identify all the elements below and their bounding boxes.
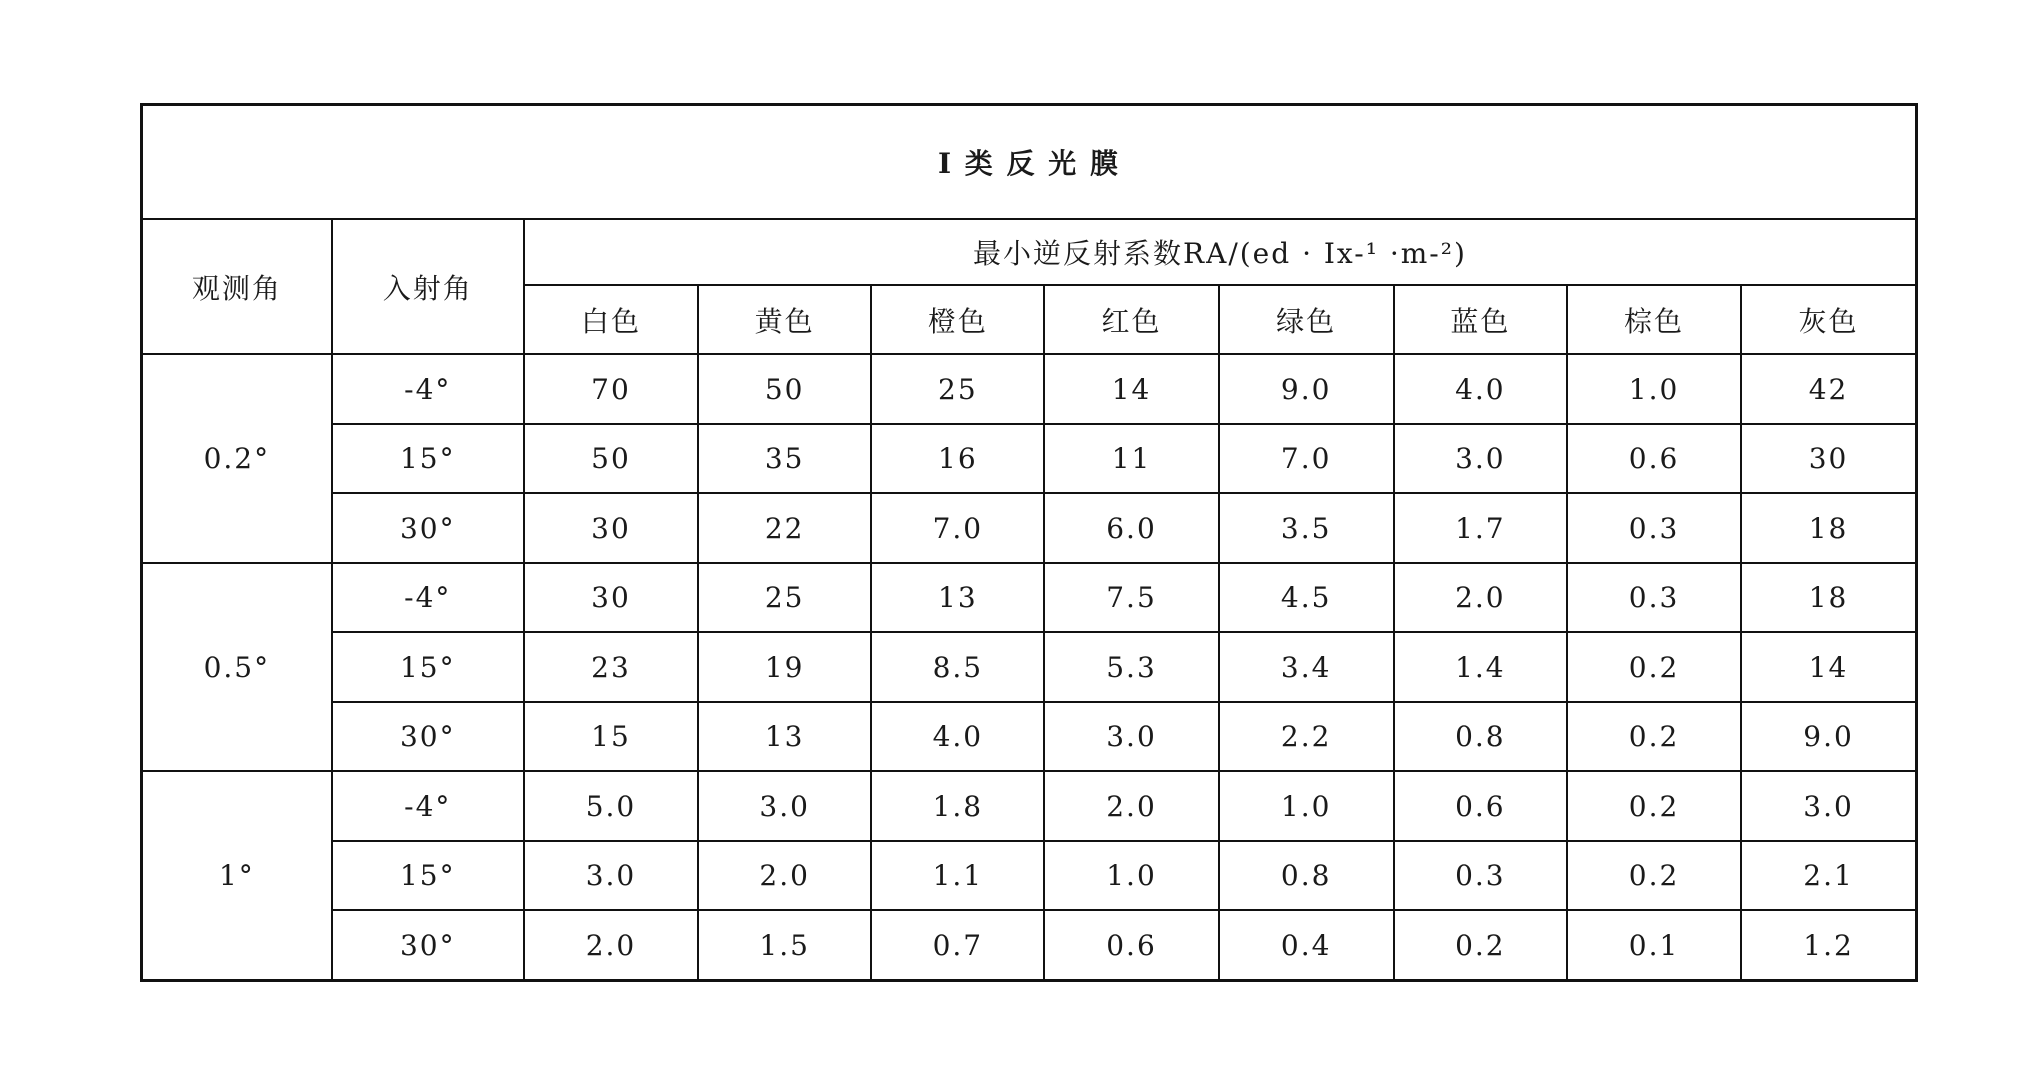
color-header: 绿色 <box>1219 285 1394 355</box>
observation-angle-cell: 0.5° <box>142 563 332 772</box>
coefficient-value-cell: 0.1 <box>1567 910 1741 980</box>
coefficient-value-cell: 4.5 <box>1219 563 1394 633</box>
coefficient-value-cell: 0.2 <box>1567 702 1741 772</box>
coefficient-value-cell: 25 <box>871 354 1044 424</box>
coefficient-value-cell: 11 <box>1044 424 1218 494</box>
table-row <box>142 910 1917 980</box>
coefficient-value-cell: 0.2 <box>1567 841 1741 911</box>
coefficient-value-cell: 1.2 <box>1741 910 1916 980</box>
coefficient-value-cell: 5.0 <box>524 771 698 841</box>
observation-angle-header: 观测角 <box>142 219 332 354</box>
color-header: 蓝色 <box>1394 285 1567 355</box>
coefficient-value-cell: 30 <box>524 493 698 563</box>
incidence-angle-cell: -4° <box>332 563 524 633</box>
coefficient-value-cell: 0.2 <box>1567 771 1741 841</box>
coefficient-header: 最小逆反射系数RA/(ed · Ix-¹ ·m-²) <box>524 219 1917 284</box>
coefficient-value-cell: 8.5 <box>871 632 1044 702</box>
coefficient-value-cell: 1.5 <box>698 910 871 980</box>
coefficient-value-cell: 1.0 <box>1219 771 1394 841</box>
coefficient-value-cell: 0.6 <box>1394 771 1567 841</box>
coefficient-value-cell: 30 <box>524 563 698 633</box>
coefficient-value-cell: 0.8 <box>1219 841 1394 911</box>
coefficient-value-cell: 18 <box>1741 493 1916 563</box>
coefficient-value-cell: 18 <box>1741 563 1916 633</box>
incidence-angle-cell: 30° <box>332 910 524 980</box>
coefficient-value-cell: 1.8 <box>871 771 1044 841</box>
color-header: 棕色 <box>1567 285 1741 355</box>
coefficient-value-cell: 0.6 <box>1567 424 1741 494</box>
coefficient-value-cell: 5.3 <box>1044 632 1218 702</box>
coefficient-value-cell: 13 <box>871 563 1044 633</box>
coefficient-value-cell: 7.0 <box>1219 424 1394 494</box>
title-row <box>142 105 1917 220</box>
incidence-angle-header: 入射角 <box>332 219 524 354</box>
coefficient-value-cell: 19 <box>698 632 871 702</box>
coefficient-value-cell: 9.0 <box>1219 354 1394 424</box>
table-row <box>142 632 1917 702</box>
coefficient-value-cell: 2.0 <box>524 910 698 980</box>
table-row <box>142 702 1917 772</box>
coefficient-value-cell: 13 <box>698 702 871 772</box>
header-row-1 <box>142 219 1917 284</box>
coefficient-value-cell: 42 <box>1741 354 1916 424</box>
table-row <box>142 563 1917 633</box>
coefficient-value-cell: 0.3 <box>1567 563 1741 633</box>
coefficient-value-cell: 0.8 <box>1394 702 1567 772</box>
incidence-angle-cell: -4° <box>332 354 524 424</box>
coefficient-value-cell: 2.0 <box>1044 771 1218 841</box>
coefficient-value-cell: 0.6 <box>1044 910 1218 980</box>
coefficient-value-cell: 0.7 <box>871 910 1044 980</box>
coefficient-value-cell: 50 <box>524 424 698 494</box>
retroreflective-sheeting-table <box>140 103 1918 982</box>
color-header: 红色 <box>1044 285 1218 355</box>
coefficient-value-cell: 3.0 <box>524 841 698 911</box>
coefficient-value-cell: 23 <box>524 632 698 702</box>
incidence-angle-cell: 30° <box>332 493 524 563</box>
color-header: 黄色 <box>698 285 871 355</box>
incidence-angle-cell: 15° <box>332 632 524 702</box>
coefficient-value-cell: 4.0 <box>871 702 1044 772</box>
table-row <box>142 841 1917 911</box>
coefficient-value-cell: 3.0 <box>1741 771 1916 841</box>
color-header: 白色 <box>524 285 698 355</box>
coefficient-value-cell: 22 <box>698 493 871 563</box>
coefficient-value-cell: 16 <box>871 424 1044 494</box>
coefficient-value-cell: 6.0 <box>1044 493 1218 563</box>
observation-angle-cell: 0.2° <box>142 354 332 563</box>
coefficient-value-cell: 3.0 <box>698 771 871 841</box>
coefficient-value-cell: 0.2 <box>1394 910 1567 980</box>
coefficient-value-cell: 4.0 <box>1394 354 1567 424</box>
incidence-angle-cell: 15° <box>332 424 524 494</box>
coefficient-value-cell: 1.0 <box>1567 354 1741 424</box>
incidence-angle-cell: 15° <box>332 841 524 911</box>
coefficient-value-cell: 14 <box>1044 354 1218 424</box>
coefficient-value-cell: 2.0 <box>1394 563 1567 633</box>
incidence-angle-cell: 30° <box>332 702 524 772</box>
color-header: 橙色 <box>871 285 1044 355</box>
coefficient-value-cell: 0.3 <box>1567 493 1741 563</box>
coefficient-value-cell: 3.0 <box>1394 424 1567 494</box>
observation-angle-cell: 1° <box>142 771 332 980</box>
coefficient-value-cell: 3.0 <box>1044 702 1218 772</box>
table-row <box>142 424 1917 494</box>
coefficient-value-cell: 50 <box>698 354 871 424</box>
coefficient-value-cell: 0.4 <box>1219 910 1394 980</box>
table-row <box>142 354 1917 424</box>
coefficient-value-cell: 70 <box>524 354 698 424</box>
coefficient-value-cell: 2.2 <box>1219 702 1394 772</box>
table-row <box>142 493 1917 563</box>
coefficient-value-cell: 3.4 <box>1219 632 1394 702</box>
coefficient-value-cell: 0.2 <box>1567 632 1741 702</box>
coefficient-value-cell: 25 <box>698 563 871 633</box>
table-row <box>142 771 1917 841</box>
color-header: 灰色 <box>1741 285 1916 355</box>
coefficient-value-cell: 3.5 <box>1219 493 1394 563</box>
coefficient-value-cell: 7.0 <box>871 493 1044 563</box>
coefficient-value-cell: 2.1 <box>1741 841 1916 911</box>
coefficient-value-cell: 2.0 <box>698 841 871 911</box>
coefficient-value-cell: 9.0 <box>1741 702 1916 772</box>
coefficient-value-cell: 0.3 <box>1394 841 1567 911</box>
coefficient-value-cell: 30 <box>1741 424 1916 494</box>
incidence-angle-cell: -4° <box>332 771 524 841</box>
coefficient-value-cell: 35 <box>698 424 871 494</box>
table-title: I 类 反 光 膜 <box>142 105 1917 220</box>
coefficient-value-cell: 1.4 <box>1394 632 1567 702</box>
coefficient-value-cell: 1.0 <box>1044 841 1218 911</box>
coefficient-value-cell: 15 <box>524 702 698 772</box>
coefficient-value-cell: 14 <box>1741 632 1916 702</box>
coefficient-value-cell: 1.7 <box>1394 493 1567 563</box>
coefficient-value-cell: 1.1 <box>871 841 1044 911</box>
coefficient-value-cell: 7.5 <box>1044 563 1218 633</box>
